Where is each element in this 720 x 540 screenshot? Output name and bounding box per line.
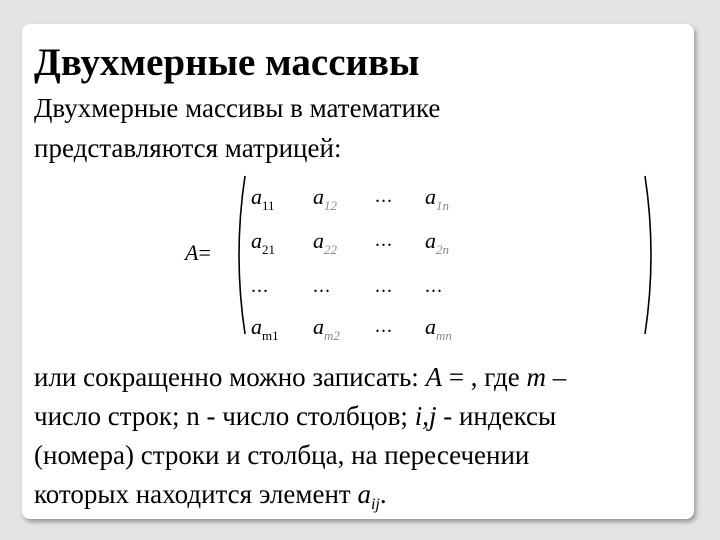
matrix-element [251, 230, 275, 256]
matrix-ellipsis: ... [313, 275, 331, 297]
matrix-element-base: a [251, 184, 262, 209]
element-a: a [357, 479, 371, 509]
matrix-name: A [185, 240, 199, 265]
formula-A: A [425, 362, 443, 392]
body-line-4-end: . [379, 479, 387, 509]
intro-line-1: Двухмерные массивы в математике [34, 93, 441, 123]
matrix-element [425, 186, 449, 212]
matrix-element-subscript: m2 [324, 328, 340, 343]
body-line-1-where: , где [470, 362, 527, 392]
element-subscript: ij [370, 496, 380, 513]
matrix-ellipsis: ... [425, 275, 443, 297]
matrix-element-base: a [425, 314, 436, 339]
matrix-element-base: a [251, 228, 262, 253]
body-line-2-rest: - индексы [436, 401, 557, 431]
body-line-4-text: которых находится элемент [34, 479, 358, 509]
left-paren [231, 174, 247, 336]
matrix-element [425, 316, 452, 342]
body-line-3: (номера) строки и столбца, на пересечении [34, 440, 530, 470]
right-paren [643, 174, 659, 336]
matrix-element-subscript: 22 [324, 242, 337, 257]
var-ij: i,j [414, 401, 437, 431]
body-text [34, 358, 566, 524]
body-line-1-text: или сокращенно можно записать: [34, 362, 426, 392]
matrix-equals: = [198, 240, 211, 265]
matrix-element-base: a [313, 228, 324, 253]
matrix-element-base: a [251, 314, 262, 339]
matrix-lhs [185, 240, 211, 266]
matrix-element-base: a [313, 314, 324, 339]
matrix-formula [185, 172, 485, 343]
body-line-2 [34, 397, 566, 436]
matrix-element [313, 316, 340, 342]
matrix-element-subscript: 2n [436, 242, 449, 257]
matrix-element-base: a [425, 228, 436, 253]
matrix-ellipsis: ... [375, 315, 393, 337]
intro-text [34, 88, 440, 168]
matrix-element [313, 186, 337, 212]
intro-line-2: представляются матрицей: [34, 133, 342, 163]
matrix-element-subscript: 11 [262, 198, 275, 213]
matrix-ellipsis: ... [375, 185, 393, 207]
matrix-element [251, 186, 275, 212]
matrix-element [425, 230, 449, 256]
matrix-ellipsis: ... [375, 229, 393, 251]
slide-title: Двухмерные массивы [34, 41, 420, 84]
matrix-element-subscript: m1 [262, 328, 279, 343]
body-line-1-dash: – [546, 362, 567, 392]
body-line-4 [34, 475, 566, 524]
matrix-ellipsis: ... [251, 275, 269, 297]
body-line-1 [34, 358, 566, 397]
formula-eq: = [442, 362, 471, 392]
body-line-2-text: число строк; n - число столбцов; [34, 401, 415, 431]
matrix-element [313, 230, 337, 256]
matrix-element-subscript: 12 [324, 198, 337, 213]
matrix-element-subscript: 21 [262, 242, 275, 257]
matrix-element-base: a [425, 184, 436, 209]
matrix-element [251, 316, 279, 342]
matrix-element-base: a [313, 184, 324, 209]
var-m: m [526, 362, 546, 392]
matrix-element-subscript: mn [436, 328, 452, 343]
matrix-element-subscript: 1n [436, 198, 449, 213]
matrix-ellipsis: ... [375, 275, 393, 297]
